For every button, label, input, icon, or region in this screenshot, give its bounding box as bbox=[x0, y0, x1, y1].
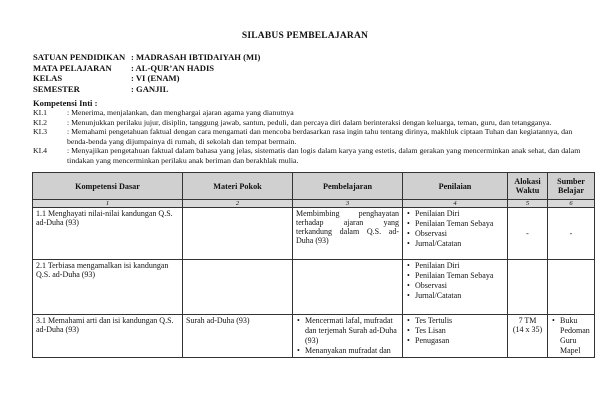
meta-label: KELAS bbox=[33, 73, 63, 83]
column-number-row bbox=[33, 200, 595, 208]
col-number: 3 bbox=[293, 200, 403, 208]
meta-value: : GANJIL bbox=[131, 83, 169, 94]
ki-item bbox=[33, 118, 593, 128]
alokasi-cell bbox=[508, 315, 548, 358]
list-item: • Penugasan bbox=[415, 336, 504, 346]
col-number: 6 bbox=[548, 200, 595, 208]
alokasi-tm: 7 TM bbox=[518, 316, 537, 325]
ki-text: : Memahami pengetahuan faktual dengan cara mengamati dan mencoba berdasarkan rasa ingin tahu tentang dirinya, makhluk ciptaan Tuhan dan kegiatannya, dan benda-benda yang dijumpainya di rumah, di sekolah dan tempat bermain. bbox=[67, 127, 573, 146]
list-item: • Tes Tertulis bbox=[415, 316, 504, 326]
materi-cell: Surah ad-Duha (93) bbox=[183, 315, 293, 358]
materi-cell bbox=[183, 208, 293, 260]
meta-row-mapel bbox=[33, 63, 260, 74]
list-item: • Buku Pedoman Guru Mapel bbox=[560, 316, 591, 356]
header-alokasi-waktu: Alokasi Waktu bbox=[508, 173, 548, 200]
ki-code: KI.2 bbox=[33, 117, 48, 127]
ki-code: KI.1 bbox=[33, 108, 48, 117]
list-item: • Tes Lisan bbox=[415, 326, 504, 336]
materi-cell bbox=[183, 260, 293, 315]
meta-label: MATA PELAJARAN bbox=[33, 62, 112, 73]
ki-text: : Menerima, menjalankan, dan menghargai ajaran agama yang dianutnya bbox=[67, 108, 294, 117]
sumber-cell bbox=[548, 315, 595, 358]
list-item: • Penilaian Teman Sebaya bbox=[415, 219, 504, 229]
ki-text: : Menyajikan pengetahuan faktual dalam bahasa yang jelas, sistematis dan logis dalam karya yang estetis, dalam gerakan yang mencerminkan anak sehat, dan dalam tindakan yang mencerminkan perilaku anak beriman dan berakhlak mulia. bbox=[67, 146, 581, 165]
meta-row-semester bbox=[33, 84, 260, 95]
col-number: 1 bbox=[33, 200, 183, 208]
header-kompetensi-dasar: Kompetensi Dasar bbox=[33, 173, 183, 200]
meta-value: : MADRASAH IBTIDAIYAH (MI) bbox=[131, 52, 261, 62]
sumber-cell: - bbox=[548, 208, 595, 260]
penilaian-cell bbox=[403, 315, 508, 358]
sumber-cell bbox=[548, 260, 595, 315]
meta-label: SATUAN PENDIDIKAN bbox=[33, 52, 126, 62]
penilaian-cell bbox=[403, 260, 508, 315]
pembelajaran-cell bbox=[293, 260, 403, 315]
ki-code: KI.3 bbox=[33, 127, 48, 137]
header-penilaian: Penilaian bbox=[403, 173, 508, 200]
ki-heading-text: Kompetensi Inti bbox=[33, 98, 93, 108]
list-item: • Mencermati lafal, mufradat dan terjemah Surah ad-Duha (93) bbox=[305, 316, 399, 346]
ki-item bbox=[33, 127, 593, 146]
penilaian-cell bbox=[403, 208, 508, 260]
col-number: 5 bbox=[508, 200, 548, 208]
table-header-row bbox=[33, 173, 595, 200]
identity-block bbox=[33, 52, 260, 94]
meta-row-satuan bbox=[33, 52, 260, 63]
list-item: • Jurnal/Catatan bbox=[415, 291, 504, 301]
kd-cell: 2.1 Terbiasa mengamalkan isi kandungan Q.S. ad-Duha (93) bbox=[33, 260, 183, 315]
ki-item bbox=[33, 108, 593, 118]
syllabus-table bbox=[32, 172, 595, 358]
alokasi-cell: - bbox=[508, 208, 548, 260]
col-number: 2 bbox=[183, 200, 293, 208]
header-materi-pokok: Materi Pokok bbox=[183, 173, 293, 200]
meta-value: : AL-QUR’AN HADIS bbox=[131, 62, 215, 73]
table-row bbox=[33, 208, 595, 260]
ki-text: : Menunjukkan perilaku jujur, disiplin, tanggung jawab, santun, peduli, dan percaya diri dalam berinteraksi dengan keluarga, teman, guru, dan tetangganya. bbox=[67, 117, 552, 127]
list-item: • Observasi bbox=[415, 229, 504, 239]
list-item: • Penilaian Teman Sebaya bbox=[415, 271, 504, 281]
header-pembelajaran: Pembelajaran bbox=[293, 173, 403, 200]
meta-row-kelas bbox=[33, 73, 260, 84]
list-item: • Jurnal/Catatan bbox=[415, 239, 504, 249]
ki-code: KI.4 bbox=[33, 146, 48, 156]
list-item: • Penilaian Diri bbox=[415, 261, 504, 271]
ki-heading bbox=[33, 98, 97, 108]
pembelajaran-cell bbox=[293, 315, 403, 358]
meta-value: : VI (ENAM) bbox=[131, 73, 180, 83]
list-item: • Menanyakan mufradat dan bbox=[305, 346, 399, 356]
document-title: SILABUS PEMBELAJARAN bbox=[241, 31, 369, 41]
list-item: • Observasi bbox=[415, 281, 504, 291]
alokasi-minutes: (14 x 35) bbox=[512, 325, 543, 334]
alokasi-cell bbox=[508, 260, 548, 315]
table-row bbox=[33, 260, 595, 315]
list-item: • Penilaian Diri bbox=[415, 209, 504, 219]
kd-cell: 3.1 Memahami arti dan isi kandungan Q.S. ad-Duha (93) bbox=[33, 315, 183, 358]
ki-item bbox=[33, 146, 593, 165]
pembelajaran-cell: Membimbing penghayatan terhadap ajaran yang terkandung dalam Q.S. ad-Duha (93) bbox=[293, 208, 403, 260]
header-sumber-belajar: Sumber Belajar bbox=[548, 173, 595, 200]
kd-cell: 1.1 Menghayati nilai-nilai kandungan Q.S. ad-Duha (93) bbox=[33, 208, 183, 260]
table-row bbox=[33, 315, 595, 358]
ki-heading-colon: : bbox=[94, 98, 98, 108]
ki-list bbox=[33, 108, 593, 166]
meta-label: SEMESTER bbox=[33, 83, 80, 94]
col-number: 4 bbox=[403, 200, 508, 208]
